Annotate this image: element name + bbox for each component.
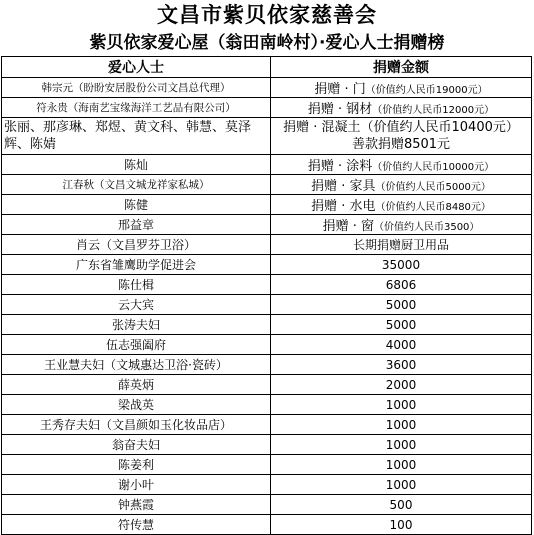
amount-cell: 500: [271, 495, 532, 515]
table-row: [2, 155, 532, 175]
gift-text: 捐赠 · 家具: [311, 179, 376, 194]
donor-cell: 陈健: [2, 195, 271, 215]
table-row: [2, 275, 532, 295]
table-row: [2, 295, 532, 315]
donor-cell: 邢益章: [2, 215, 271, 235]
sheet-title: 文昌市紫贝依家慈善会: [157, 2, 377, 27]
column-header-donor: 爱心人士: [2, 57, 271, 78]
amount-cell: [271, 215, 532, 235]
donor-table: [1, 56, 532, 535]
gift-text: 捐赠 · 混凝土（价值约人民币10400元）: [283, 120, 519, 135]
gift-note: （价值约人民币19000元）: [365, 85, 488, 96]
gift-text: 捐赠 · 涂料: [307, 159, 373, 174]
table-row: [2, 195, 532, 215]
table-row: [2, 335, 532, 355]
amount-cell: 3600: [271, 355, 532, 375]
amount-cell: [271, 118, 532, 155]
amount-cell: 2000: [271, 375, 532, 395]
gift-note: （价值约人民币8480元）: [375, 202, 491, 213]
donor-cell: 云大宾: [2, 295, 271, 315]
donor-cell: 梁战英: [2, 395, 271, 415]
gift-text: 捐赠 · 窗: [322, 219, 374, 234]
donor-cell: 江春秋（文昌文城龙祥家私城）: [2, 175, 271, 195]
donor-cell: 张丽、那彦琳、郑煜、黄文科、韩慧、莫泽辉、陈婧: [2, 118, 271, 155]
donor-cell: 伍志强阖府: [2, 335, 271, 355]
donor-cell: 韩宗元（盼盼安居股份公司文昌总代理）: [2, 78, 271, 98]
amount-cell: 4000: [271, 335, 532, 355]
donor-cell: 王业慧夫妇（文城惠达卫浴·瓷砖）: [2, 355, 271, 375]
amount-cell: [271, 175, 532, 195]
gift-note: 善款捐赠8501元: [351, 137, 451, 152]
table-row: [2, 215, 532, 235]
table-row: [2, 98, 532, 118]
amount-cell: 35000: [271, 255, 532, 275]
amount-cell: 1000: [271, 475, 532, 495]
gift-note: （价值约人民币5000元）: [375, 182, 491, 193]
table-row: [2, 515, 532, 535]
donor-cell: 符永贵（海南艺宝缘海洋工艺品有限公司）: [2, 98, 271, 118]
gift-text: 捐赠 · 水电: [311, 199, 376, 214]
gift-text: 捐赠 · 钢材: [307, 102, 373, 117]
amount-cell: 1000: [271, 435, 532, 455]
donor-cell: 肖云（文昌罗芬卫浴）: [2, 235, 271, 255]
gift-note: （价值约人民币3500）: [373, 222, 480, 233]
donor-cell: 陈姜利: [2, 455, 271, 475]
table-row: [2, 455, 532, 475]
table-row: [2, 175, 532, 195]
table-row: [2, 495, 532, 515]
table-row: [2, 235, 532, 255]
donor-cell: 谢小叶: [2, 475, 271, 495]
table-row: [2, 435, 532, 455]
amount-cell: 1000: [271, 455, 532, 475]
gift-text: 捐赠 · 门: [314, 82, 366, 97]
donor-cell: 陈灿: [2, 155, 271, 175]
amount-cell: 1000: [271, 395, 532, 415]
table-row: [2, 78, 532, 98]
amount-cell: 1000: [271, 415, 532, 435]
amount-cell: [271, 98, 532, 118]
amount-cell: 5000: [271, 315, 532, 335]
table-header-row: [2, 57, 532, 78]
gift-note: （价值约人民币12000元）: [372, 105, 495, 116]
table-row: [2, 395, 532, 415]
table-row: [2, 355, 532, 375]
table-row: [2, 475, 532, 495]
table-row: [2, 375, 532, 395]
amount-cell: 6806: [271, 275, 532, 295]
donor-cell: 钟燕霞: [2, 495, 271, 515]
table-row: [2, 315, 532, 335]
donor-cell: 陈仕楫: [2, 275, 271, 295]
donor-cell: 薛英炳: [2, 375, 271, 395]
amount-cell: 5000: [271, 295, 532, 315]
amount-cell: 长期捐赠厨卫用品: [271, 235, 532, 255]
donor-cell: 王秀存夫妇（文昌颜如玉化妆品店）: [2, 415, 271, 435]
sheet-subtitle: 紫贝依家爱心屋（翁田南岭村）·爱心人士捐赠榜: [89, 33, 445, 53]
amount-cell: [271, 155, 532, 175]
donor-cell: 符传慧: [2, 515, 271, 535]
column-header-amount: 捐赠金额: [271, 57, 532, 78]
table-row: [2, 255, 532, 275]
amount-cell: [271, 195, 532, 215]
donor-cell: 张涛夫妇: [2, 315, 271, 335]
table-row: [2, 415, 532, 435]
table-row: [2, 118, 532, 155]
gift-note: （价值约人民币10000元）: [372, 162, 495, 173]
amount-cell: [271, 78, 532, 98]
donor-cell: 广东省雏鹰助学促进会: [2, 255, 271, 275]
donor-cell: 翁奋夫妇: [2, 435, 271, 455]
amount-cell: 100: [271, 515, 532, 535]
